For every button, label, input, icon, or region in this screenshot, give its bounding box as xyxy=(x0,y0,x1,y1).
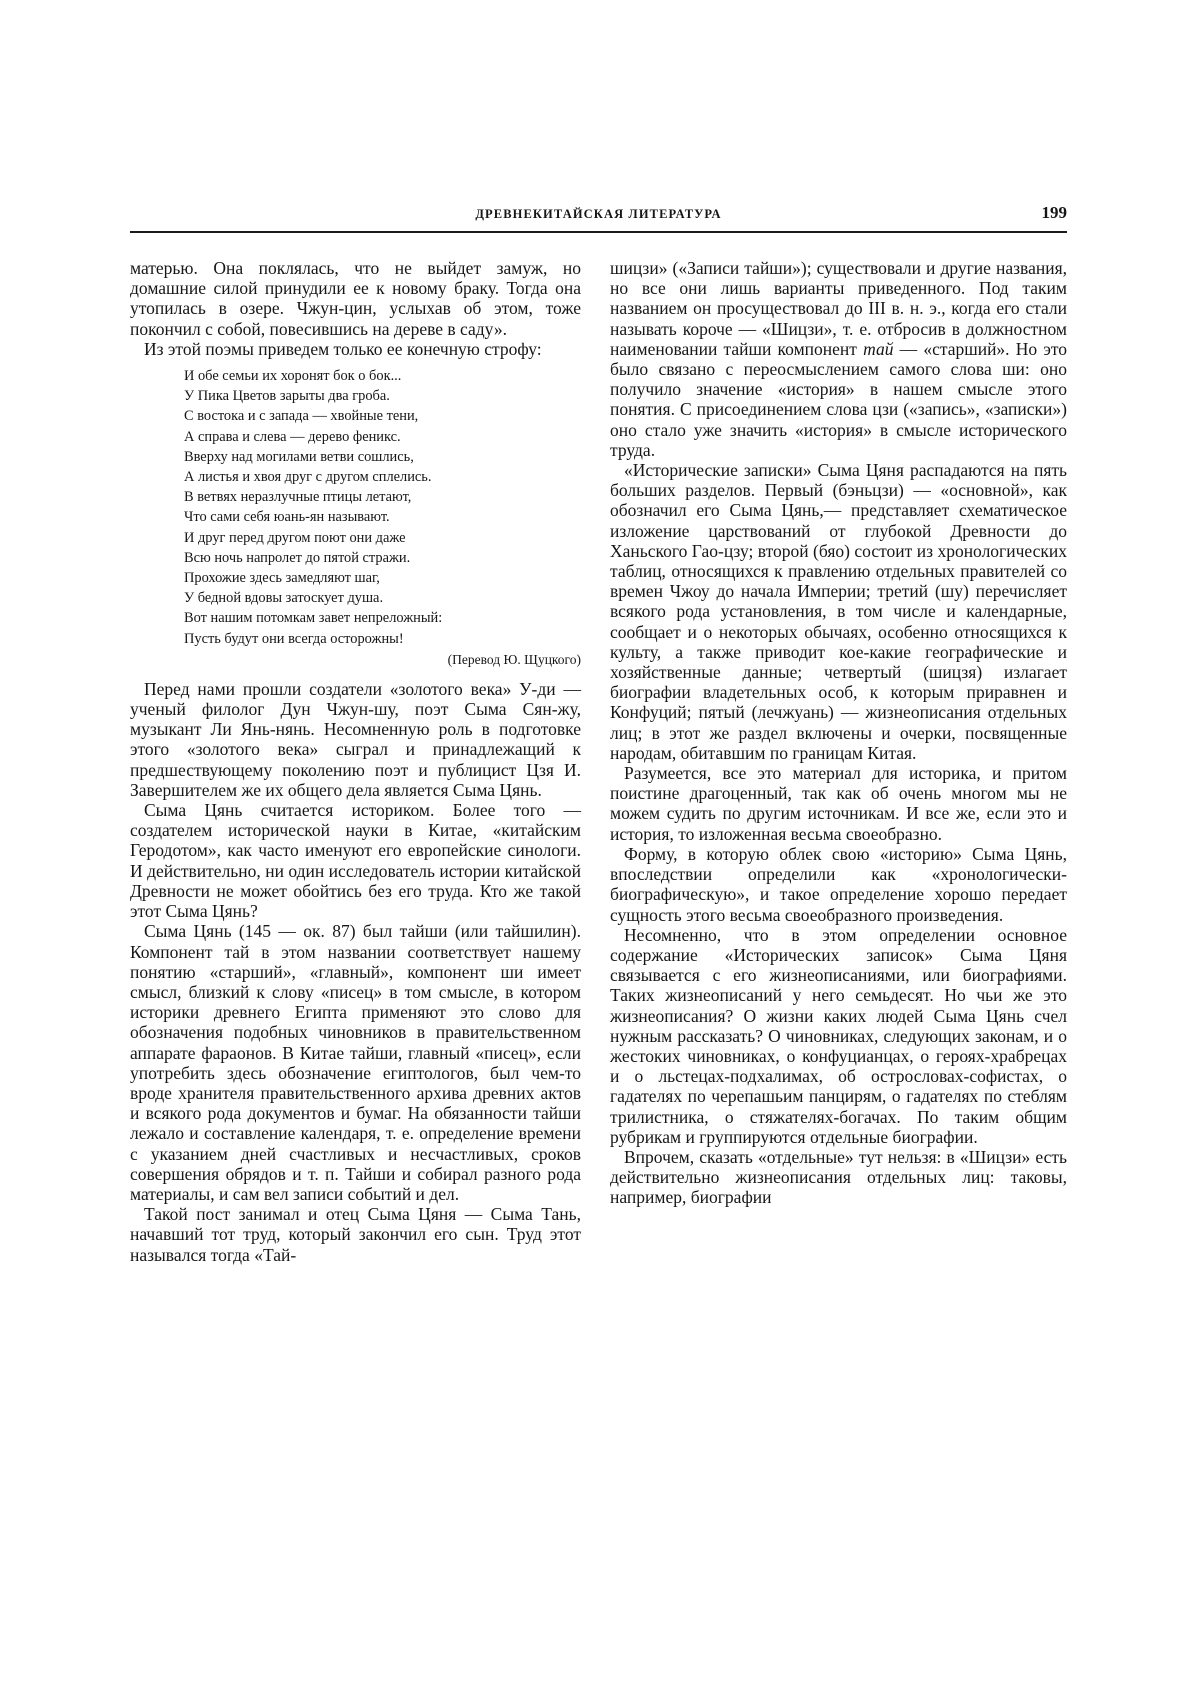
poem-line: Вверху над могилами ветви сошлись, xyxy=(184,448,414,465)
paragraph-text: — «старший». Но это было связано с переосмыслением самого слова ши: оно получило значение «история» в нашем смысле этого понятия. С присоединением слова цзи («запись», «записки») оно стало уже значить «история» в смысле исторического труда. xyxy=(610,338,1067,460)
poem-line: И обе семьи их хоронят бок о бок... xyxy=(184,368,402,385)
right-column xyxy=(610,258,1067,1208)
left-column xyxy=(130,258,581,1265)
poem-line: Что сами себя юань-ян называют. xyxy=(184,509,390,526)
paragraph: Перед нами прошли создатели «золотого века» У-ди — ученый филолог Дун Чжун-шу, поэт Сыма Сян-жу, музыкант Ли Янь-нянь. Несомненную роль в подготовке этого «золотого века» сыграл и принадлежащий к предшествующему поколению поэт и публицист Цзя И. Завершителем же их общего дела является Сыма Цянь. xyxy=(130,678,581,800)
paragraph: Сыма Цянь (145 — ок. 87) был тайши (или тайшилин). Компонент тай в этом названии соответствует нашему понятию «старший», «главный», компонент ши имеет смысл, близкий к слову «писец» в том смысле, в котором историки древнего Египта применяют это слово для обозначения подобных чиновников в правительственном аппарате фараонов. В Китае тайши, главный «писец», если употребить здесь обозначение египтологов, был чем-то вроде хранителя правительственного архива древних актов и всякого рода документов и бумаг. На обязанности тайши лежало и составление календаря, т. е. определение времени с указанием дней счастливых и несчастливых, сроков совершения обрядов и т. п. Тайши и собирал разного рода материалы, и сам вел записи событий и дел. xyxy=(130,921,581,1204)
poem-line: А справа и слева — дерево феникс. xyxy=(184,428,401,445)
poem xyxy=(184,366,581,670)
poem-line: Прохожие здесь замедляют шаг, xyxy=(184,570,380,587)
paragraph: Впрочем, сказать «отдельные» тут нельзя: в «Шицзи» есть действительно жизнеописания отдельных лиц: таковы, например, биографии xyxy=(610,1146,1067,1208)
running-title: ДРЕВНЕКИТАЙСКАЯ ЛИТЕРАТУРА xyxy=(475,207,722,221)
paragraph: Такой пост занимал и отец Сыма Цяня — Сыма Тань, начавший тот труд, который закончил его сын. Труд этот назывался тогда «Тай- xyxy=(130,1204,581,1265)
poem-line: У Пика Цветов зарыты два гроба. xyxy=(184,388,390,405)
paragraph: Разумеется, все это материал для историка, и притом поистине драгоценный, так как об очень многом мы не можем судить по другим источникам. И все же, если это и история, то изложенная весьма своеобразно. xyxy=(610,763,1067,844)
poem-line: Вот нашим потомкам завет непреложный: xyxy=(184,610,443,627)
poem-line: Пусть будут они всегда осторожны! xyxy=(184,630,404,647)
emphasized-term: тай xyxy=(863,338,894,359)
poem-line: Всю ночь напролет до пятой стражи. xyxy=(184,549,411,566)
running-header xyxy=(130,203,1067,230)
paragraph: матерью. Она поклялась, что не выйдет замуж, но домашние силой принудили ее к новому браку. Тогда она утопилась в озере. Чжун-цин, услыхав об этом, тоже покончил с собой, повесившись на дереве в саду». xyxy=(130,258,581,339)
paragraph: Сыма Цянь считается историком. Более того — создателем исторической науки в Китае, «китайским Геродотом», как часто именуют его европейские синологи. И действительно, ни один исследователь истории китайской Древности не может обойтись без его труда. Кто же такой этот Сыма Цянь? xyxy=(130,800,581,922)
poem-line: С востока и с запада — хвойные тени, xyxy=(184,408,419,425)
poem-line: И друг перед другом поют они даже xyxy=(184,529,406,546)
paragraph xyxy=(610,258,1067,460)
translator-credit: (Перевод Ю. Щуцкого) xyxy=(447,651,581,667)
paragraph-text: шицзи» («Записи тайши»); существовали и другие названия, но все они лишь варианты приведенного. Под таким названием он просуществовал до III в. н. э., когда его стали называть короче — «Шицзи», т. е. отбросив в должностном наименовании тайши компонент xyxy=(610,258,1067,359)
poem-line: В ветвях неразлучные птицы летают, xyxy=(184,489,412,506)
paragraph: Из этой поэмы приведем только ее конечную строфу: xyxy=(144,338,542,359)
poem-line: А листья и хвоя друг с другом сплелись. xyxy=(184,469,432,486)
paragraph: Форму, в которую облек свою «историю» Сыма Цянь, впоследствии определили как «хронологически-биографическую», и такое определение хорошо передает сущность этого весьма своеобразного произведения. xyxy=(610,843,1067,925)
poem-line: У бедной вдовы затоскует душа. xyxy=(184,590,384,607)
page-number: 199 xyxy=(1041,203,1067,222)
header-rule xyxy=(130,231,1067,233)
paragraph: «Исторические записки» Сыма Цяня распадаются на пять больших разделов. Первый (бэньцзи) — «основной», как обозначил его Сыма Цянь,— представляет схематическое изложение царствований от глубокой Древности до Ханьского Гао-цзу; второй (бяо) состоит из хронологических таблиц, относящихся к правлению отдельных правителей со времен Чжоу до начала Империи; третий (шу) перечисляет всякого рода установления, в том числе и календарные, сообщает и о некоторых обычаях, особенно относящихся к культу, а также приводит кое-какие географические и хозяйственные данные; четвертый (шицзя) излагает биографии владетельных особ, к которым приравнен и Конфуций; пятый (лечжуань) — жизнеописания отдельных лиц; в этот же раздел включены и очерки, посвященные народам, обитавшим по границам Китая. xyxy=(610,460,1067,763)
paragraph: Несомненно, что в этом определении основное содержание «Исторических записок» Сыма Цяня связывается с его жизнеописаниями, или биографиями. Таких жизнеописаний у него семьдесят. Но чьи же это жизнеописания? О жизни каких людей Сыма Цянь счел нужным рассказать? О чиновниках, следующих законам, и о жестоких чиновниках, о конфуцианцах, о героях-храбрецах и о льстецах-подхалимах, об острословах-софистах, о гадателях по черепашьим панцирям, о гадателях по стеблям трилистника, о стяжателях-богачах. По таким общим рубрикам и группируются отдельные биографии. xyxy=(610,924,1067,1147)
